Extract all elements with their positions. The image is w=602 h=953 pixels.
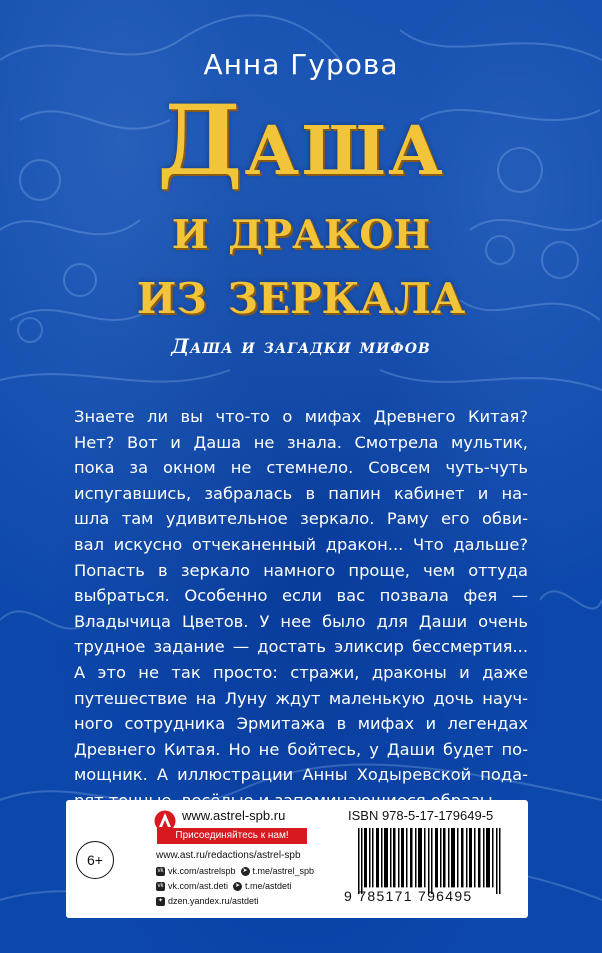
book-title-line-2: и дракон	[171, 196, 431, 262]
age-rating-badge: 6+	[76, 841, 114, 879]
barcode-image	[358, 828, 504, 894]
vk-link[interactable]: vk.com/ast.deti	[168, 881, 229, 891]
barcode-digits: 9 785171 796495	[344, 888, 473, 904]
annotation-line: трудное задание — достать эликсир бессмертия...	[74, 637, 528, 657]
book-title-line-1: Даша	[157, 84, 445, 197]
author-name: Анна Гурова	[203, 48, 399, 81]
annotation-line: ного сотрудника Эрмитажа в мифах и легендах	[74, 714, 528, 734]
redaction-link[interactable]: www.ast.ru/redactions/astrel-spb	[156, 850, 301, 861]
vk-link[interactable]: vk.com/astrelspb	[168, 866, 236, 876]
annotation-line: вал искусно отчеканенный дракон... Что дальше?	[74, 534, 528, 554]
book-title-line-3: из зеркала	[136, 258, 466, 328]
series-title: Даша и загадки мифов	[171, 334, 431, 358]
annotation-line: Владычица Цветов. У нее было для Даши очень	[74, 611, 528, 631]
social-row-3	[156, 896, 259, 906]
annotation-line: испугавшись, забралась в папин кабинет и на-	[74, 483, 528, 503]
telegram-link[interactable]: t.me/astrel_spb	[252, 866, 315, 876]
telegram-link[interactable]: t.me/astdeti	[245, 881, 292, 891]
telegram-icon: ➤	[242, 867, 248, 874]
annotation-line: Древнего Китая. Но не бойтесь, у Даши будет по-	[74, 739, 528, 759]
annotation-line: Нет? Вот и Даша не знала. Смотрела мультик,	[74, 432, 528, 452]
telegram-icon: ➤	[235, 882, 241, 889]
annotation-line: мощник. А иллюстрации Анны Ходыревской пода-	[74, 765, 528, 785]
annotation-line: выбраться. Особенно если вас позвала фея —	[74, 586, 528, 606]
annotation-line: путешествие на Луну ждут маленькую дочь науч-	[74, 688, 528, 708]
social-row-2	[156, 881, 292, 891]
annotation-line: А это не так просто: стражи, драконы и даже	[74, 662, 528, 682]
publisher-website-link[interactable]: www.astrel-spb.ru	[182, 808, 286, 823]
join-us-banner: Присоединяйтесь к нам!	[157, 828, 307, 844]
annotation-line: Знаете ли вы что-то о мифах Древнего Китая?	[74, 407, 528, 426]
annotation-line: пока за окном не стемнело. Совсем чуть-чуть	[74, 458, 528, 478]
annotation-line: шла там удивительное зеркало. Раму его обви-	[74, 509, 528, 529]
publisher-info-box	[66, 800, 528, 918]
vk-icon: vk	[157, 882, 164, 889]
book-annotation	[74, 404, 528, 814]
annotation-line: Попасть в зеркало намного проще, чем оттуда	[74, 560, 528, 580]
vk-icon: vk	[157, 867, 164, 874]
dzen-icon: ✦	[157, 897, 164, 904]
isbn-number: ISBN 978-5-17-179649-5	[348, 808, 494, 823]
social-row-1	[156, 866, 314, 876]
dzen-link[interactable]: dzen.yandex.ru/astdeti	[168, 896, 259, 906]
